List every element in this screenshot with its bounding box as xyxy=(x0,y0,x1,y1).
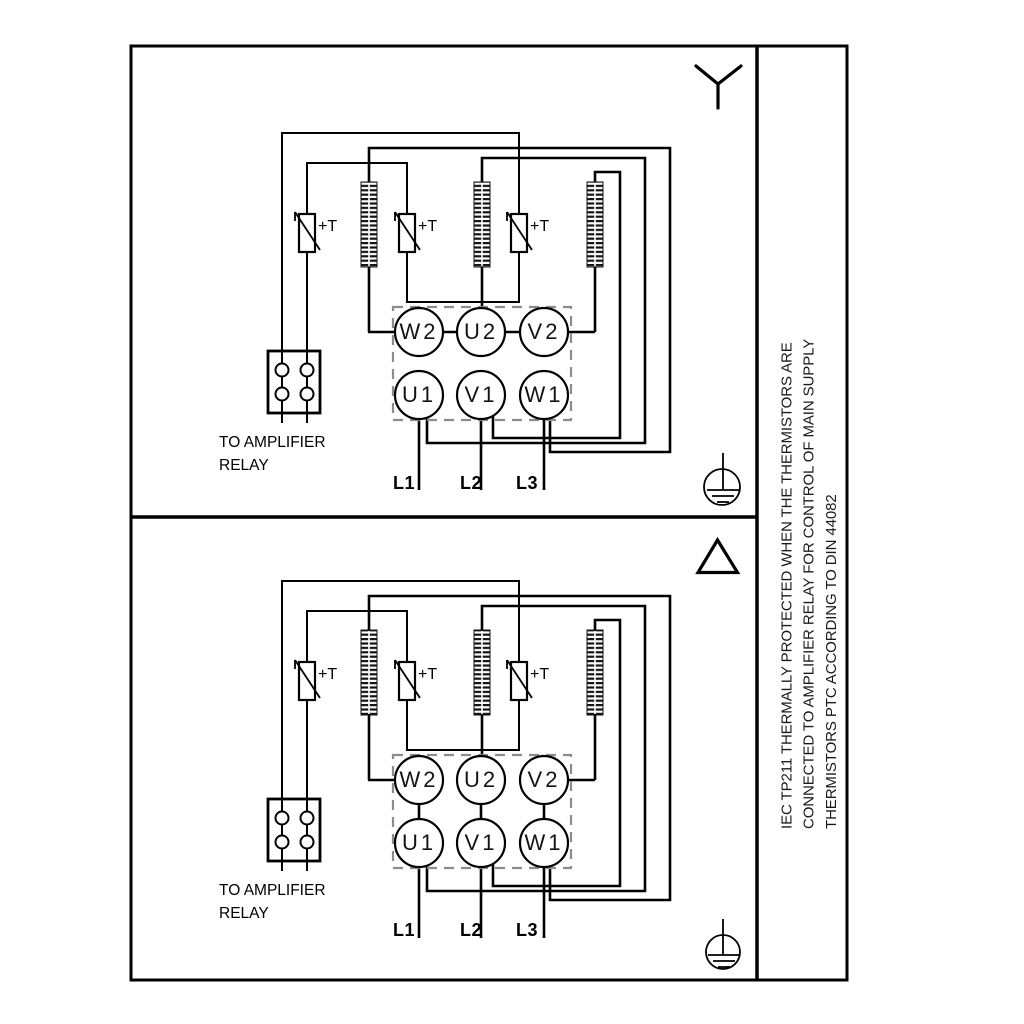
side-note-line3: THERMISTORS PTC ACCORDING TO DIN 44082 xyxy=(823,494,840,829)
winding-coil-v xyxy=(587,182,603,267)
terminal-v2-label: V2 xyxy=(527,319,561,344)
terminal-w2-label: W2 xyxy=(399,767,439,792)
terminal-v1 xyxy=(457,371,505,419)
terminal-v2-label: V2 xyxy=(527,767,561,792)
terminal-w1 xyxy=(520,371,568,419)
amplifier-relay-note-line2: RELAY xyxy=(219,457,269,474)
terminal-w1 xyxy=(520,819,568,867)
delta-connection-panel xyxy=(219,540,740,969)
star-connection-panel xyxy=(219,66,741,505)
supply-line-label-l3: L3 xyxy=(516,920,539,940)
winding-coil-u xyxy=(474,630,490,715)
thermistor-2 xyxy=(395,660,437,700)
supply-line-label-l1: L1 xyxy=(393,473,416,493)
amplifier-relay-note-line1: TO AMPLIFIER xyxy=(219,434,326,451)
terminal-v2 xyxy=(520,308,568,356)
thermistor-label: +T xyxy=(318,218,338,235)
winding-coil-w xyxy=(361,630,377,715)
side-note xyxy=(779,339,841,829)
terminal-u1-label: U1 xyxy=(401,382,437,407)
delta-symbol xyxy=(698,540,738,573)
terminal-v1 xyxy=(457,819,505,867)
terminal-u2 xyxy=(457,308,505,356)
supply-line-label-l2: L2 xyxy=(460,920,483,940)
amplifier-relay-connector xyxy=(268,351,320,413)
thermistor-1 xyxy=(295,660,337,700)
thermistor-3 xyxy=(507,660,549,700)
supply-line-label-l2: L2 xyxy=(460,473,483,493)
terminal-u2-label: U2 xyxy=(463,319,499,344)
amplifier-relay-connector xyxy=(268,799,320,861)
terminal-u2-label: U2 xyxy=(463,767,499,792)
thermistor-label: +T xyxy=(418,218,438,235)
amplifier-relay-note-line2: RELAY xyxy=(219,905,269,922)
thermistor-1 xyxy=(295,212,337,252)
thermistor-label: +T xyxy=(318,666,338,683)
terminal-u1 xyxy=(395,819,443,867)
winding-coil-w xyxy=(361,182,377,267)
terminal-w1-label: W1 xyxy=(524,382,564,407)
ground-symbol xyxy=(704,453,740,505)
thermistor-3 xyxy=(507,212,549,252)
terminal-u2 xyxy=(457,756,505,804)
terminal-v2 xyxy=(520,756,568,804)
thermistor-label: +T xyxy=(418,666,438,683)
terminal-v1-label: V1 xyxy=(464,830,498,855)
winding-coil-u xyxy=(474,182,490,267)
terminal-w1-label: W1 xyxy=(524,830,564,855)
terminal-w2 xyxy=(395,756,443,804)
ground-symbol xyxy=(706,919,740,969)
terminal-w2-label: W2 xyxy=(399,319,439,344)
winding-coil-v xyxy=(587,630,603,715)
side-note-line1: IEC TP211 THERMALLY PROTECTED WHEN THE THERMISTORS ARE xyxy=(778,342,796,829)
thermistor-label: +T xyxy=(530,218,550,235)
terminal-u1 xyxy=(395,371,443,419)
amplifier-relay-note-line1: TO AMPLIFIER xyxy=(219,882,326,899)
side-note-line2: CONNECTED TO AMPLIFIER RELAY FOR CONTROL OF MAIN SUPPLY xyxy=(800,338,818,829)
terminal-v1-label: V1 xyxy=(464,382,498,407)
star-symbol xyxy=(696,66,741,108)
thermistor-2 xyxy=(395,212,437,252)
terminal-w2 xyxy=(395,308,443,356)
thermistor-label: +T xyxy=(530,666,550,683)
supply-line-label-l1: L1 xyxy=(393,920,416,940)
supply-line-label-l3: L3 xyxy=(516,473,539,493)
terminal-u1-label: U1 xyxy=(401,830,437,855)
